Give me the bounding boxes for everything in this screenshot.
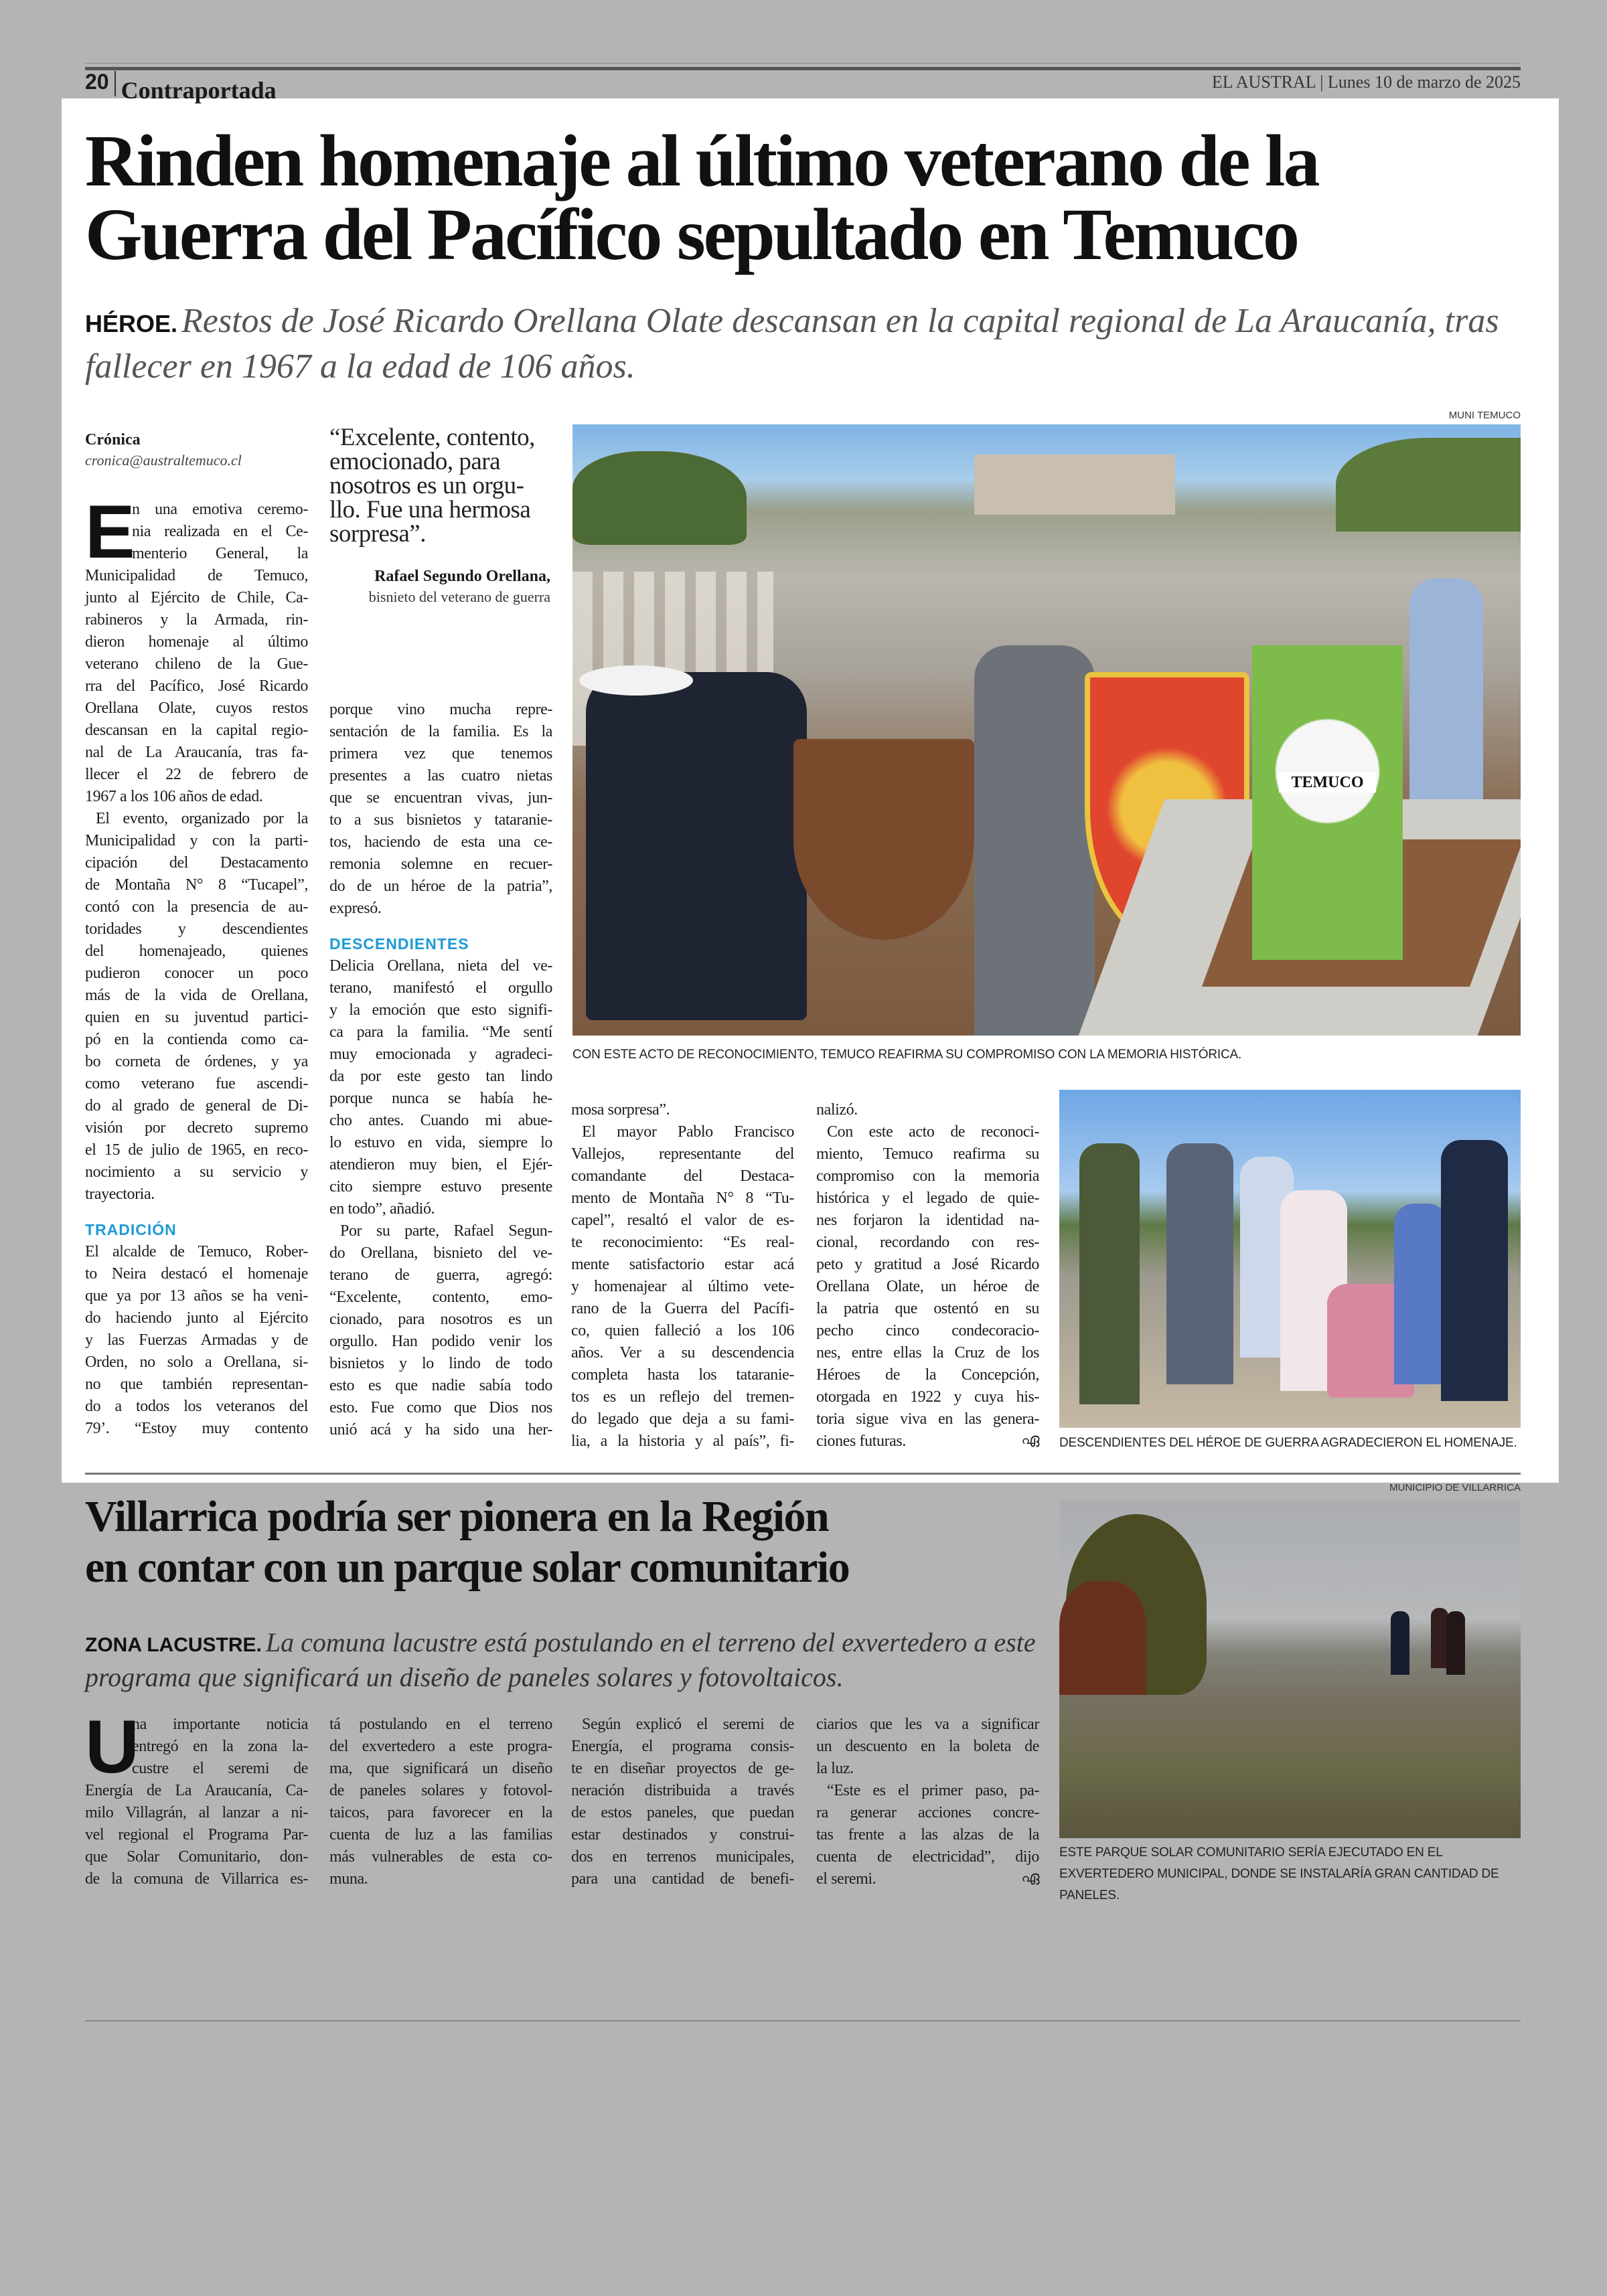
text-line: llecer el 22 de febrero de	[85, 766, 308, 783]
text-line: Energía, el programa consis-	[571, 1738, 794, 1755]
army-officer	[974, 645, 1095, 1036]
text-line: nes, entre ellas la Cruz de los	[816, 1344, 1039, 1362]
section-name: Contraportada	[121, 77, 277, 104]
deck-kicker: HÉROE.	[85, 310, 178, 337]
text-line: cipación del Destacamento	[85, 854, 308, 872]
header-divider	[114, 71, 116, 96]
end-of-article-icon: ഏ	[1021, 1430, 1039, 1447]
byline-name: Crónica	[85, 431, 141, 448]
text-line: vel regional el Programa Par-	[85, 1826, 308, 1843]
text-line: pecho cinco condecoracio-	[816, 1322, 1039, 1339]
text-line: más de la vida de Orellana,	[85, 987, 308, 1004]
text-line: rano de la Guerra del Pacífi-	[571, 1300, 794, 1317]
text-line: to a sus bisnietos y tataranie-	[329, 811, 552, 829]
paragraph	[816, 1714, 1039, 1780]
wreath-sign: TEMUCO	[1279, 772, 1376, 793]
autumn-shrub	[1059, 1581, 1146, 1695]
text-line: que Solar Comunitario, don-	[85, 1848, 308, 1866]
text-line: ma, que significará un diseño	[329, 1760, 552, 1777]
text-line: entregó en la zona la-	[132, 1738, 308, 1755]
publication-date: EL AUSTRAL | Lunes 10 de marzo de 2025	[1211, 72, 1521, 92]
carabinero	[1079, 1143, 1140, 1404]
cemetery-ceremony-photo	[572, 424, 1521, 1036]
article-column-1	[85, 490, 308, 1440]
text-line: do legado que deja a su fami-	[571, 1410, 794, 1428]
text-line: pó en la contienda como ca-	[85, 1031, 308, 1048]
text-line: cuenta de luz a las familias	[329, 1826, 552, 1843]
text-line: el seremi.	[816, 1870, 876, 1888]
text-line: bisnietos y lo lindo de todo	[329, 1355, 552, 1372]
quote-author: Rafael Segundo Orellana,	[374, 568, 550, 585]
text-line: cionado, para nosotros es un	[329, 1311, 552, 1328]
text-line: Orden, no solo a Orellana, si-	[85, 1354, 308, 1371]
woman-blue-dress	[1394, 1204, 1448, 1384]
header-rule	[85, 67, 1521, 70]
text-line: de estos paneles, que puedan	[571, 1804, 794, 1821]
text-line: completa hasta los tataranie-	[571, 1366, 794, 1384]
pull-quote-attribution	[329, 568, 550, 606]
paragraph	[571, 1121, 794, 1453]
text-line: rabineros y la Armada, rin-	[85, 611, 308, 629]
text-line: que ya por 13 años se ha veni-	[85, 1287, 308, 1305]
headline-line: Villarrica podría ser pionera en la Región	[85, 1492, 829, 1541]
navy-officer	[586, 672, 807, 1020]
text-line: cional, recordando con res-	[816, 1234, 1039, 1251]
text-line: Por su parte, Rafael Segun-	[340, 1222, 552, 1240]
paragraph	[816, 1099, 1039, 1121]
text-line: do a todos los veteranos del	[85, 1398, 308, 1415]
text-line: cito siempre estuvo presente	[329, 1178, 552, 1196]
text-line: terano, manifestó el orgullo	[329, 979, 552, 997]
text-line: do de un héroe de la patria”,	[329, 878, 552, 895]
byline-email[interactable]: cronica@australtemuco.cl	[85, 452, 242, 469]
paragraph	[329, 955, 552, 1220]
text-line: muna.	[329, 1870, 368, 1888]
headline-line: Guerra del Pacífico sepultado en Temuco	[85, 193, 1298, 275]
text-line: do haciendo junto al Ejército	[85, 1309, 308, 1327]
text-line: nal de La Araucanía, tras fa-	[85, 744, 308, 761]
trees	[572, 451, 747, 545]
text-line: unió acá y ha sido una her-	[329, 1421, 552, 1439]
text-line: Orellana Olate, cuyos restos	[85, 700, 308, 717]
text-line: “Excelente, contento, emo-	[329, 1289, 552, 1306]
text-line: quien en su juventud partici-	[85, 1009, 308, 1026]
quote-author-role: bisnieto del veterano de guerra	[368, 588, 550, 605]
text-line: y la emoción que esto signifi-	[329, 1001, 552, 1019]
text-line: lia, a la historia y al país”, fi-	[571, 1432, 794, 1450]
text-line: primera vez que tenemos	[329, 745, 552, 762]
text-line: y las Fuerzas Armadas y de	[85, 1331, 308, 1349]
text-line: ciarios que les va a significar	[816, 1716, 1039, 1733]
text-line: milo Villagrán, al lanzar a ni-	[85, 1804, 308, 1821]
navy-veteran	[1441, 1140, 1508, 1401]
article-headline	[85, 1491, 849, 1593]
text-line: El alcalde de Temuco, Rober-	[85, 1243, 308, 1260]
text-line: Según explicó el seremi de	[582, 1716, 794, 1733]
article-column-4	[816, 1714, 1039, 1890]
text-line: te en diseñar proyectos de ge-	[571, 1760, 794, 1777]
text-line: neración distribuida a través	[571, 1782, 794, 1799]
page-number: 20	[85, 70, 109, 94]
text-line: Vallejos, representante del	[571, 1145, 794, 1163]
text-line: compromiso con la memoria	[816, 1167, 1039, 1185]
text-line: bo corneta de órdenes, y ya	[85, 1053, 308, 1070]
photo-credit: MUNI TEMUCO	[1448, 410, 1521, 421]
text-line: mente satisfactorio estar acá	[571, 1256, 794, 1273]
text-line: do al grado de general de Di-	[85, 1097, 308, 1115]
headline-line: en contar con un parque solar comunitario	[85, 1543, 850, 1592]
paragraph	[816, 1121, 1039, 1453]
text-line: veterano chileno de la Gue-	[85, 655, 308, 673]
article-column-2	[329, 1714, 552, 1890]
text-line: ciones futuras.	[816, 1432, 906, 1450]
text-line: pudieron conocer un poco	[85, 965, 308, 982]
text-line: mento de Montaña N° 8 “Tu-	[571, 1190, 794, 1207]
paragraph	[329, 699, 552, 920]
text-line: no que también representan-	[85, 1376, 308, 1393]
text-line: del exvertedero a este progra-	[329, 1738, 552, 1755]
deck-text: La comuna lacustre está postulando en el terreno del exvertedero a este programa que significará un diseño de paneles solares y fotovoltaicos.	[85, 1627, 1036, 1692]
text-line: descansan en la capital regio-	[85, 722, 308, 739]
text-line: tas frente a las alzas de la	[816, 1826, 1039, 1843]
text-line: nocimiento a su servicio y	[85, 1163, 308, 1181]
text-line: taicos, para favorecer en la	[329, 1804, 552, 1821]
text-line: de paneles solares y fotovol-	[329, 1782, 552, 1799]
text-line: del homenajeado, quienes	[85, 942, 308, 960]
text-line: que se encuentran vivas, jun-	[329, 789, 552, 807]
article-deck	[85, 1627, 1049, 1694]
photo-caption: DESCENDIENTES DEL HÉROE DE GUERRA AGRADECIERON EL HOMENAJE.	[1059, 1436, 1517, 1450]
text-line: toridades y descendientes	[85, 920, 308, 938]
text-line: capel”, resaltó el valor de es-	[571, 1212, 794, 1229]
pull-quote-line: sorpresa”.	[329, 520, 426, 548]
text-line: esto. Fue como que Dios nos	[329, 1399, 552, 1416]
paragraph	[329, 1220, 552, 1441]
navy-cap	[579, 665, 693, 695]
descendants-group-photo	[1059, 1090, 1521, 1428]
text-line: tá postulando en el terreno	[329, 1716, 552, 1733]
pull-quote-line: nosotros es un orgu-	[329, 472, 524, 499]
text-line: más vulnerables de esta co-	[329, 1848, 552, 1866]
navy-shield-plaque	[793, 739, 974, 940]
text-line: en todo”, añadió.	[329, 1200, 435, 1218]
text-line: miento, Temuco reafirma su	[816, 1145, 1039, 1163]
text-line: “Este es el primer paso, pa-	[827, 1782, 1039, 1799]
text-line: tos, haciendo de esta una ce-	[329, 833, 552, 851]
text-line: ra generar acciones concre-	[816, 1804, 1039, 1821]
pull-quote-line: “Excelente, contento,	[329, 424, 535, 451]
text-line: el 15 de julio de 1965, en reco-	[85, 1141, 308, 1159]
text-line: custre el seremi de	[132, 1760, 308, 1777]
photo-caption: CON ESTE ACTO DE RECONOCIMIENTO, TEMUCO REAFIRMA SU COMPROMISO CON LA MEMORIA HISTÓRICA.	[572, 1048, 1242, 1062]
text-line: lo estuvo en vida, siempre lo	[329, 1134, 552, 1151]
section-subhead: TRADICIÓN	[85, 1221, 177, 1238]
text-line: histórica y el legado de quie-	[816, 1190, 1039, 1207]
end-of-article-icon: ഏ	[1021, 1868, 1039, 1885]
text-line: tos es un reflejo del tremen-	[571, 1388, 794, 1406]
text-line: de Montaña N° 8 “Tucapel”,	[85, 876, 308, 894]
text-line: n una emotiva ceremo-	[132, 501, 308, 518]
pull-quote	[329, 426, 550, 546]
text-line: 1967 a los 106 años de edad.	[85, 788, 263, 805]
paragraph	[816, 1780, 1039, 1890]
article-headline	[85, 120, 1318, 275]
text-line: la luz.	[816, 1760, 854, 1777]
text-line: porque nunca se había he-	[329, 1090, 552, 1107]
page-bottom-rule	[85, 2020, 1521, 2022]
text-line: Delicia Orellana, nieta del ve-	[329, 957, 552, 975]
deck-text: Restos de José Ricardo Orellana Olate descansan en la capital regional de La Araucanía, tras fallecer en 1967 a la edad de 106 años.	[85, 302, 1499, 386]
text-line: expresó.	[329, 900, 382, 917]
text-line: visión por decreto supremo	[85, 1119, 308, 1137]
text-line: mosa sorpresa”.	[571, 1101, 670, 1119]
text-line: dos en terrenos municipales,	[571, 1848, 794, 1866]
headline-line: Rinden homenaje al último veterano de la	[85, 120, 1318, 201]
text-line: Energía de La Araucanía, Ca-	[85, 1782, 308, 1799]
text-line: esto es que nadie sabía todo	[329, 1377, 552, 1394]
text-line: to Neira destacó el homenaje	[85, 1265, 308, 1283]
text-line: sentación de la familia. Es la	[329, 723, 552, 740]
text-line: trayectoria.	[85, 1185, 155, 1203]
hillside-trees	[1336, 438, 1521, 531]
text-line: porque vino mucha repre-	[329, 701, 552, 718]
photo-credit: MUNICIPIO DE VILLARRICA	[1389, 1482, 1521, 1493]
text-line: toria sigue viva en las genera-	[816, 1410, 1039, 1428]
page-header-left	[85, 70, 277, 104]
text-line: remonia solemne en recuer-	[329, 855, 552, 873]
text-line: y homenajear al último vete-	[571, 1278, 794, 1295]
drop-cap: E	[85, 490, 135, 574]
text-line: la patria que ostentó en su	[816, 1300, 1039, 1317]
paragraph	[85, 808, 308, 1206]
article-separator	[85, 1473, 1521, 1475]
person-walking	[1446, 1611, 1465, 1675]
text-line: estar destinados y construi-	[571, 1826, 794, 1843]
text-line: ca para la familia. “Me sentí	[329, 1023, 552, 1041]
landfill-field-photo	[1059, 1501, 1521, 1838]
paragraph	[85, 1705, 308, 1890]
paragraph	[85, 1241, 308, 1440]
text-line: Héroes de la Concepción,	[816, 1366, 1039, 1384]
text-line: contó con la presencia de au-	[85, 898, 308, 916]
text-line: años. Ver a su descendencia	[571, 1344, 794, 1362]
text-line: como veterano fue ascendi-	[85, 1075, 308, 1092]
paragraph	[571, 1714, 794, 1890]
army-officer	[1166, 1143, 1233, 1384]
article-column-4	[816, 1099, 1039, 1453]
section-subhead: DESCENDIENTES	[329, 935, 469, 953]
text-line: atendieron muy bien, el Ejér-	[329, 1156, 552, 1173]
text-line: El mayor Pablo Francisco	[582, 1123, 794, 1141]
text-line: terano de guerra, agregó:	[329, 1266, 552, 1284]
text-line: na importante noticia	[132, 1716, 308, 1733]
deck-kicker: ZONA LACUSTRE.	[85, 1634, 262, 1656]
pull-quote-line: emocionado, para	[329, 448, 500, 475]
text-line: Municipalidad y con la parti-	[85, 832, 308, 849]
text-line: orgullo. Han podido venir los	[329, 1333, 552, 1350]
text-line: cuenta de electricidad”, dijo	[816, 1848, 1039, 1866]
text-line: 79’. “Estoy muy contento	[85, 1420, 308, 1437]
text-line: de la comuna de Villarrica es-	[85, 1870, 308, 1888]
text-line: para una cantidad de benefi-	[571, 1870, 794, 1888]
paragraph	[329, 1714, 552, 1890]
text-line: junto al Ejército de Chile, Ca-	[85, 589, 308, 606]
drop-cap: U	[85, 1705, 139, 1789]
temuco-flower-wreath	[1252, 645, 1403, 960]
text-line: menterio General, la	[132, 545, 308, 562]
paragraph	[85, 490, 308, 808]
text-line: Con este acto de reconoci-	[827, 1123, 1039, 1141]
text-line: nia realizada en el Ce-	[132, 523, 308, 540]
text-line: cho antes. Cuando mi abue-	[329, 1112, 552, 1129]
text-line: muy emocionada y agradeci-	[329, 1046, 552, 1063]
pull-quote-line: llo. Fue una hermosa	[329, 496, 531, 523]
person-walking	[1391, 1611, 1409, 1675]
text-line: da por este gesto tan lindo	[329, 1068, 552, 1085]
text-line: Municipalidad de Temuco,	[85, 567, 308, 584]
text-line: presentes a las cuatro nietas	[329, 767, 552, 785]
paragraph	[571, 1099, 794, 1121]
text-line: comandante del Destaca-	[571, 1167, 794, 1185]
text-line: El evento, organizado por la	[96, 810, 308, 827]
text-line: Orellana Olate, un héroe de	[816, 1278, 1039, 1295]
apartment-building	[974, 455, 1175, 515]
text-line: nes forjaron la identidad na-	[816, 1212, 1039, 1229]
text-line: te reconocimiento: “Es real-	[571, 1234, 794, 1251]
text-line: dieron homenaje al último	[85, 633, 308, 651]
text-line: otorgada en 1922 y cuya his-	[816, 1388, 1039, 1406]
photo-caption: ESTE PARQUE SOLAR COMUNITARIO SERÍA EJECUTADO EN EL EXVERTEDERO MUNICIPAL, DONDE SE INSTALARÍA GRAN CANTIDAD DE PANELES.	[1059, 1846, 1499, 1902]
text-line: peto y gratitud a José Ricardo	[816, 1256, 1039, 1273]
article-column-2	[329, 699, 552, 1441]
article-column-3	[571, 1099, 794, 1453]
article-column-1	[85, 1705, 308, 1890]
text-line: co, quien falleció a los 106	[571, 1322, 794, 1339]
header-rule-thin	[85, 63, 1521, 64]
article-column-3	[571, 1714, 794, 1890]
text-line: nalizó.	[816, 1101, 858, 1119]
byline	[85, 431, 242, 469]
text-line: do Orellana, bisnieto del ve-	[329, 1244, 552, 1262]
text-line: rra del Pacífico, José Ricardo	[85, 677, 308, 695]
article-deck	[85, 300, 1525, 388]
text-line: un descuento en la boleta de	[816, 1738, 1039, 1755]
